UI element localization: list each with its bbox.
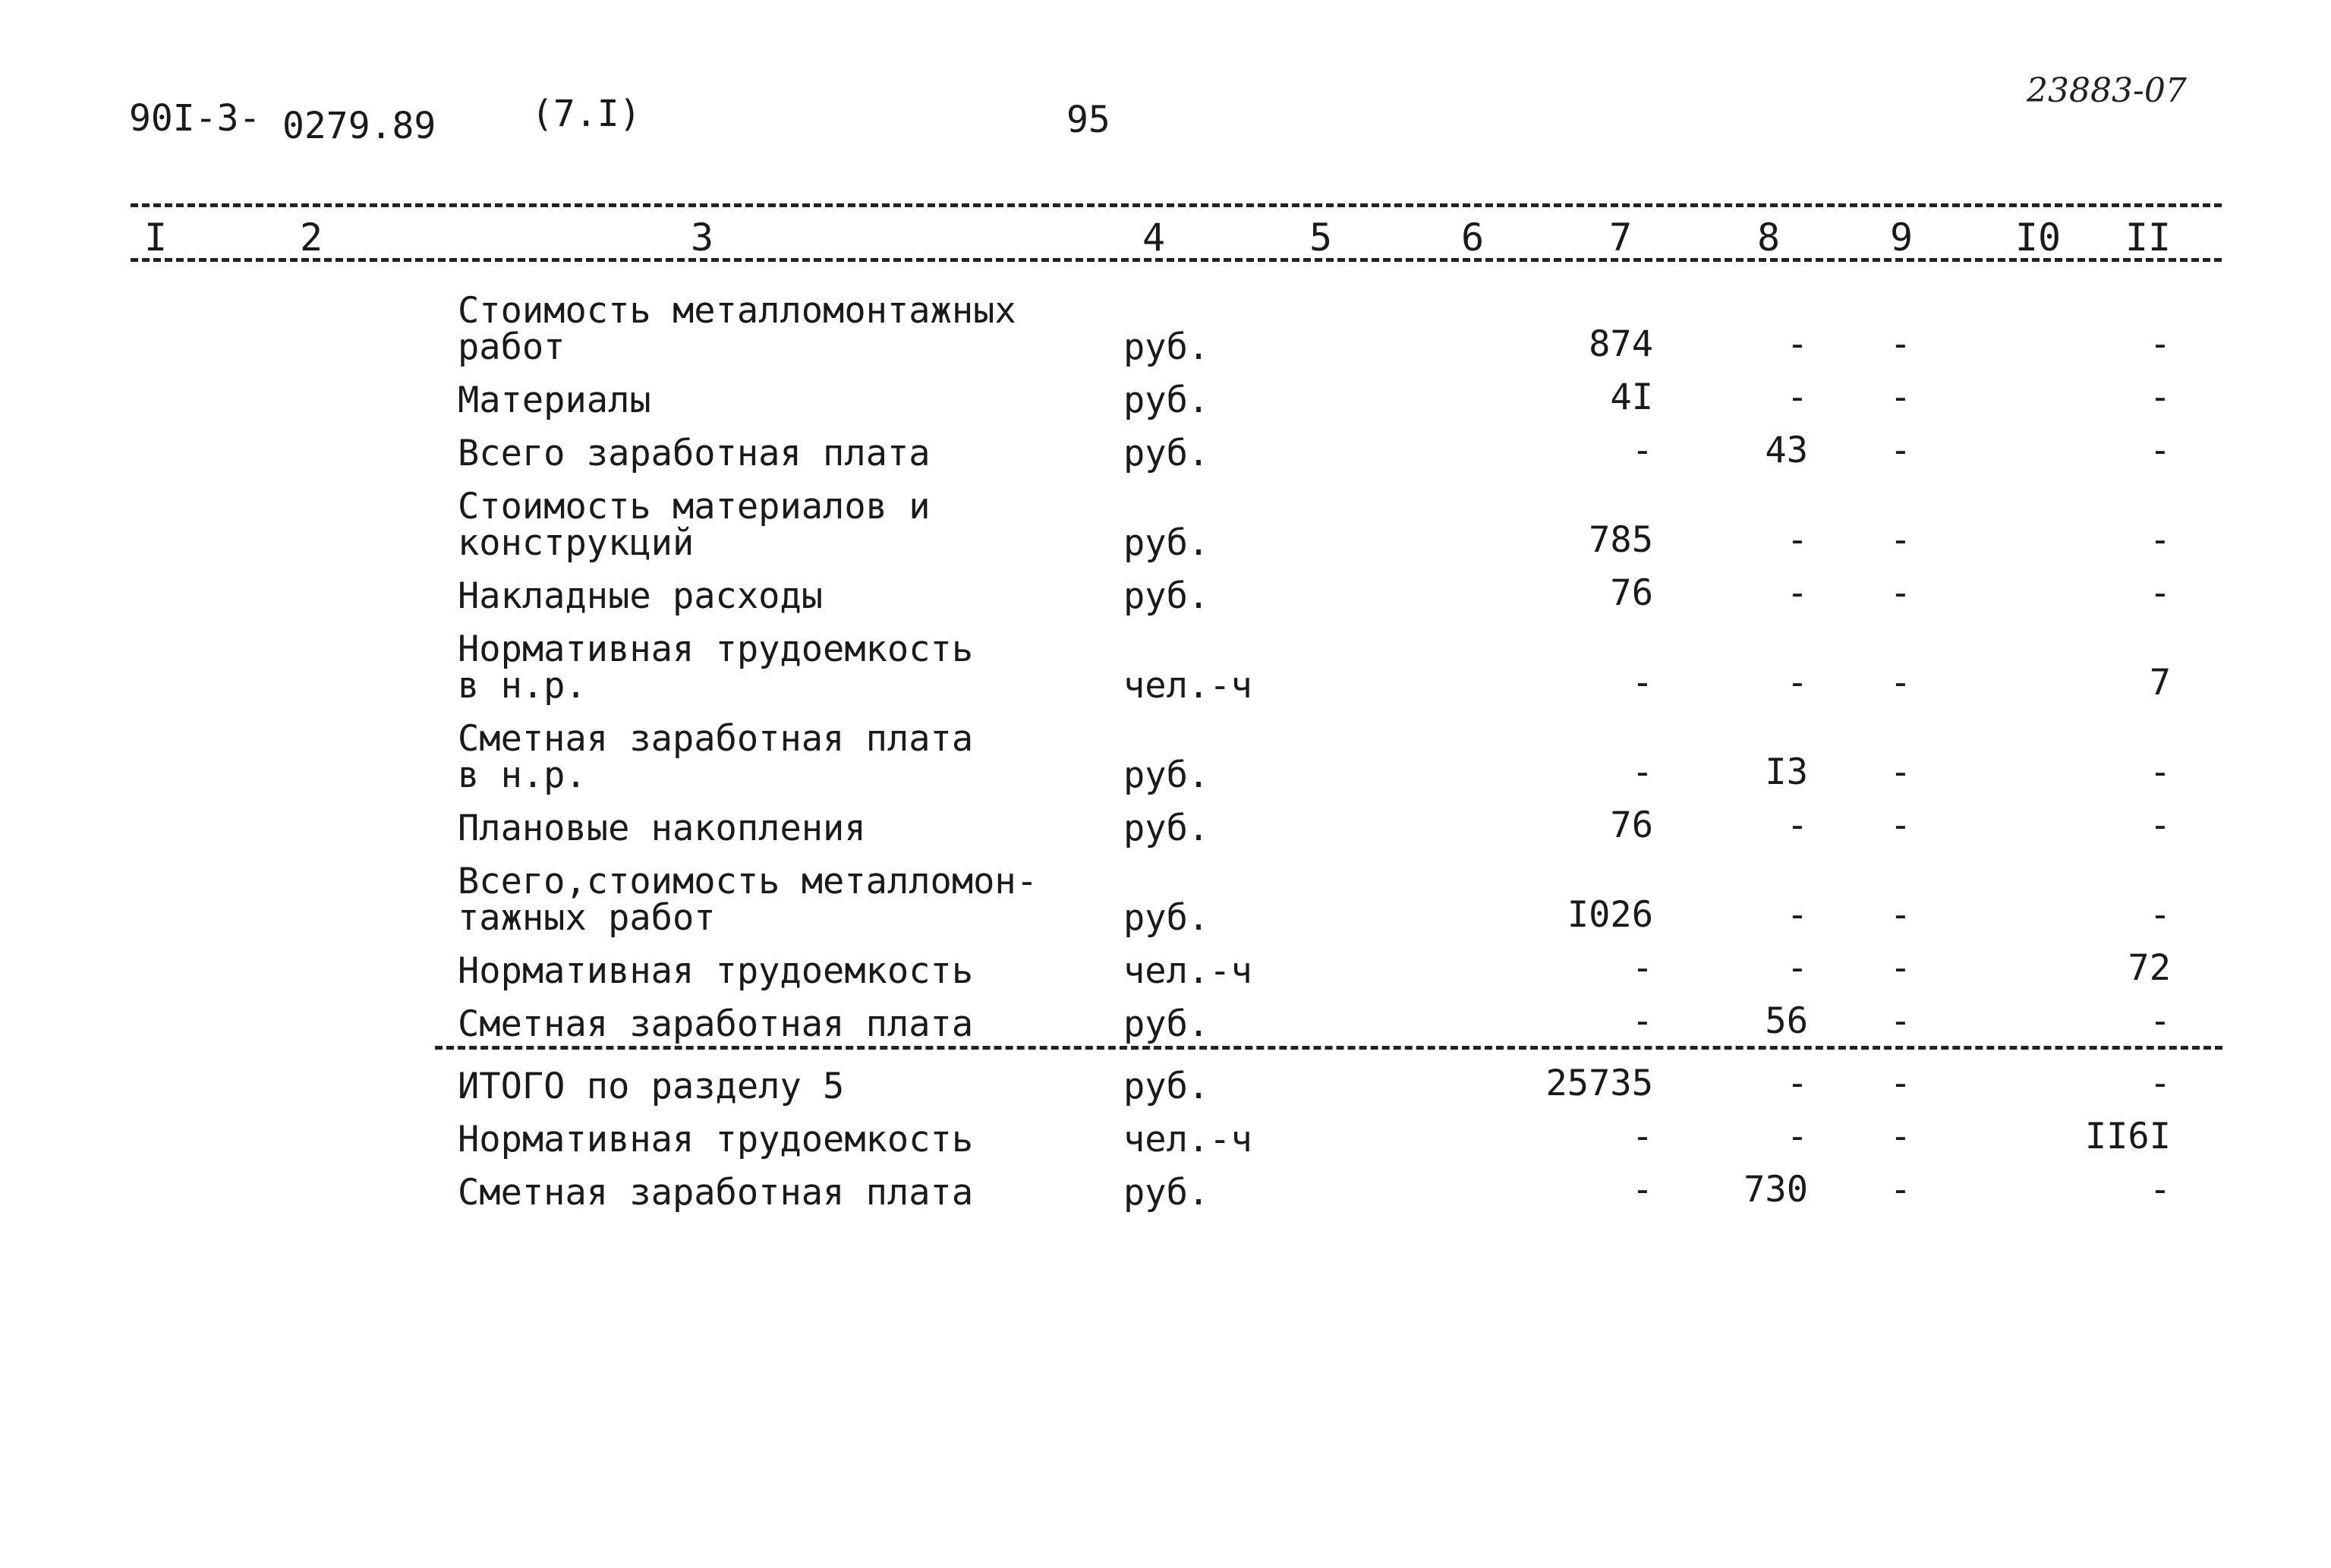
row-value-col-8: - bbox=[1786, 376, 1808, 418]
row-unit: чел.-ч bbox=[1123, 1119, 1252, 1160]
row-value-col-7: - bbox=[1631, 1169, 1653, 1211]
row-value-col-7: - bbox=[1631, 430, 1653, 471]
row-value-col-8: 56 bbox=[1765, 1000, 1808, 1042]
row-unit: руб. bbox=[1123, 522, 1210, 564]
column-number: 9 bbox=[1889, 216, 1914, 260]
column-number: 4 bbox=[1142, 216, 1166, 260]
row-value-col-11: - bbox=[2149, 1063, 2171, 1104]
row-unit: чел.-ч bbox=[1123, 950, 1252, 992]
row-description: Нормативная трудоемкость bbox=[458, 628, 974, 670]
row-value-col-7: - bbox=[1631, 947, 1653, 989]
row-value-col-9: - bbox=[1889, 519, 1911, 561]
column-number: II bbox=[2125, 216, 2172, 260]
row-value-col-11: - bbox=[2149, 894, 2171, 936]
row-value-col-9: - bbox=[1889, 804, 1911, 846]
row-value-col-7: 874 bbox=[1589, 323, 1653, 365]
section-number: (7.I) bbox=[531, 93, 641, 135]
column-number: I0 bbox=[2014, 216, 2062, 260]
row-value-col-8: - bbox=[1786, 947, 1808, 989]
row-description: в н.р. bbox=[458, 665, 587, 707]
row-description: Нормативная трудоемкость bbox=[458, 1119, 974, 1160]
row-value-col-9: - bbox=[1889, 572, 1911, 614]
row-value-col-7: I026 bbox=[1567, 894, 1653, 936]
row-value-col-9: - bbox=[1889, 1116, 1911, 1157]
row-description: тажных работ bbox=[458, 897, 716, 939]
row-value-col-7: - bbox=[1631, 1116, 1653, 1157]
row-value-col-9: - bbox=[1889, 894, 1911, 936]
row-unit: руб. bbox=[1123, 897, 1210, 939]
archive-number: 23883-07 bbox=[2027, 71, 2187, 110]
row-value-col-7: 4I bbox=[1610, 376, 1653, 418]
header-rule-top bbox=[131, 203, 2222, 207]
row-value-col-11: - bbox=[2149, 323, 2171, 365]
row-value-col-7: - bbox=[1631, 1000, 1653, 1042]
row-value-col-8: - bbox=[1786, 1063, 1808, 1104]
row-description: Сметная заработная плата bbox=[458, 1003, 974, 1045]
row-value-col-8: - bbox=[1786, 323, 1808, 365]
row-value-col-11: 7 bbox=[2149, 662, 2171, 704]
row-unit: руб. bbox=[1123, 1003, 1210, 1045]
column-number: 5 bbox=[1309, 216, 1333, 260]
row-unit: руб. bbox=[1123, 433, 1210, 474]
row-value-col-9: - bbox=[1889, 662, 1911, 704]
row-value-col-7: 25735 bbox=[1545, 1063, 1653, 1104]
row-value-col-9: - bbox=[1889, 430, 1911, 471]
row-unit: руб. bbox=[1123, 379, 1210, 421]
row-description: Накладные расходы bbox=[458, 575, 824, 617]
row-description: Стоимость металломонтажных bbox=[458, 290, 1016, 332]
row-value-col-11: 72 bbox=[2128, 947, 2171, 989]
row-description: Плановые накопления bbox=[458, 808, 866, 849]
row-value-col-11: - bbox=[2149, 1000, 2171, 1042]
row-value-col-7: - bbox=[1631, 751, 1653, 793]
row-value-col-7: 785 bbox=[1589, 519, 1653, 561]
row-unit: чел.-ч bbox=[1123, 665, 1252, 707]
row-value-col-9: - bbox=[1889, 751, 1911, 793]
column-number: 6 bbox=[1460, 216, 1485, 260]
row-unit: руб. bbox=[1123, 1066, 1210, 1107]
row-value-col-9: - bbox=[1889, 1000, 1911, 1042]
row-value-col-11: - bbox=[2149, 1169, 2171, 1211]
row-value-col-9: - bbox=[1889, 1169, 1911, 1211]
row-value-col-8: - bbox=[1786, 519, 1808, 561]
row-value-col-9: - bbox=[1889, 947, 1911, 989]
row-value-col-9: - bbox=[1889, 1063, 1911, 1104]
row-value-col-8: 730 bbox=[1744, 1169, 1808, 1211]
row-description: в н.р. bbox=[458, 754, 587, 796]
document-number: 0279.89 bbox=[282, 105, 436, 147]
row-description: Материалы bbox=[458, 379, 651, 421]
column-number: 2 bbox=[299, 216, 323, 260]
row-value-col-9: - bbox=[1889, 323, 1911, 365]
row-value-col-7: 76 bbox=[1610, 804, 1653, 846]
row-description: Всего заработная плата bbox=[458, 433, 931, 474]
document-code: 90I-3- bbox=[129, 97, 261, 140]
row-description: конструкций bbox=[458, 522, 695, 564]
row-unit: руб. bbox=[1123, 1172, 1210, 1214]
row-value-col-11: - bbox=[2149, 376, 2171, 418]
row-unit: руб. bbox=[1123, 808, 1210, 849]
row-value-col-8: - bbox=[1786, 804, 1808, 846]
row-value-col-8: - bbox=[1786, 662, 1808, 704]
row-value-col-11: - bbox=[2149, 804, 2171, 846]
row-description: Сметная заработная плата bbox=[458, 1172, 974, 1214]
column-number: 3 bbox=[690, 216, 714, 260]
row-description: работ bbox=[458, 326, 565, 368]
row-description: ИТОГО по разделу 5 bbox=[458, 1066, 845, 1107]
row-value-col-11: - bbox=[2149, 572, 2171, 614]
row-description: Сметная заработная плата bbox=[458, 718, 974, 760]
row-description: Всего,стоимость металломон- bbox=[458, 861, 1038, 902]
row-value-col-8: - bbox=[1786, 1116, 1808, 1157]
row-value-col-11: II6I bbox=[2084, 1116, 2171, 1157]
page-number: 95 bbox=[1066, 99, 1110, 141]
column-number: 7 bbox=[1608, 216, 1633, 260]
row-unit: руб. bbox=[1123, 754, 1210, 796]
column-number: 8 bbox=[1756, 216, 1781, 260]
row-value-col-8: 43 bbox=[1765, 430, 1808, 471]
row-description: Нормативная трудоемкость bbox=[458, 950, 974, 992]
row-value-col-11: - bbox=[2149, 430, 2171, 471]
row-value-col-11: - bbox=[2149, 751, 2171, 793]
row-unit: руб. bbox=[1123, 326, 1210, 368]
row-value-col-8: I3 bbox=[1765, 751, 1808, 793]
row-value-col-7: - bbox=[1631, 662, 1653, 704]
row-value-col-7: 76 bbox=[1610, 572, 1653, 614]
header-rule-bottom bbox=[131, 258, 2222, 262]
totals-separator bbox=[435, 1046, 2222, 1050]
column-number: I bbox=[143, 216, 168, 260]
row-value-col-11: - bbox=[2149, 519, 2171, 561]
row-value-col-8: - bbox=[1786, 572, 1808, 614]
row-value-col-8: - bbox=[1786, 894, 1808, 936]
row-description: Стоимость материалов и bbox=[458, 486, 931, 527]
row-unit: руб. bbox=[1123, 575, 1210, 617]
row-value-col-9: - bbox=[1889, 376, 1911, 418]
